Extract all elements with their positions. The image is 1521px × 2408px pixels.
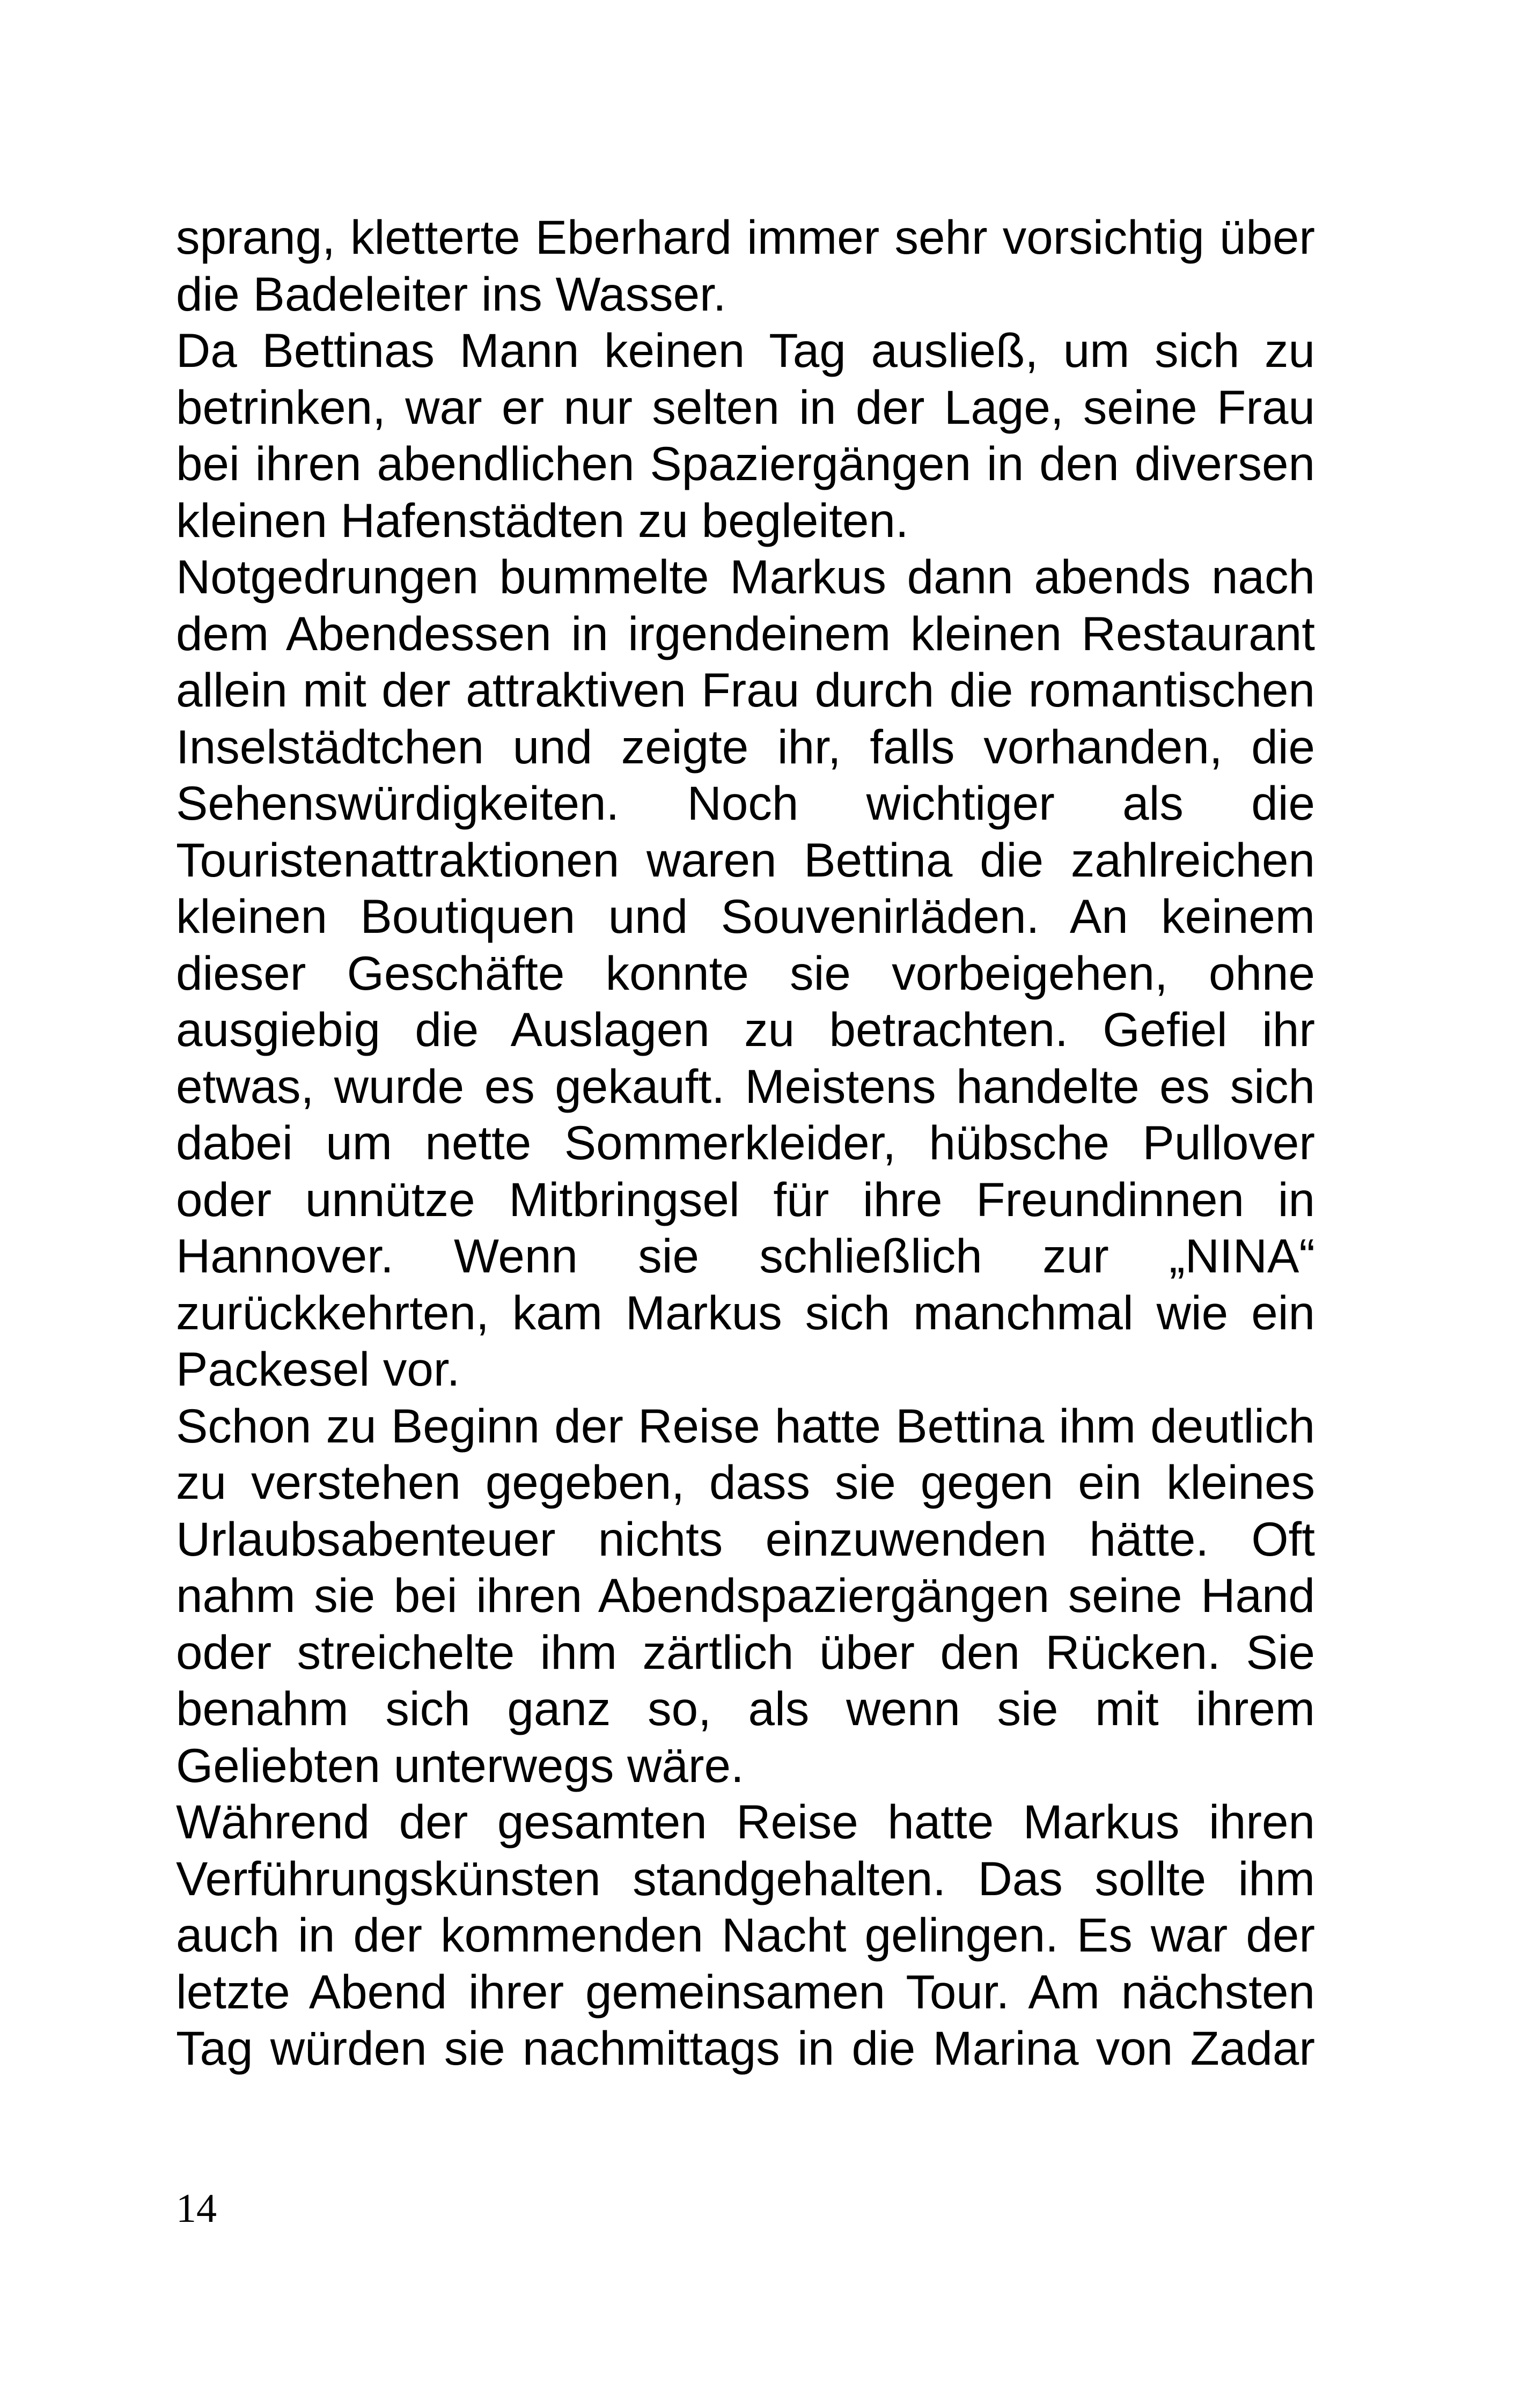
- paragraph-2: Da Bettinas Mann keinen Tag ausließ, um sich zu betrinken, war er nur selten in der Lage, seine Frau bei ihren abendlichen Spaziergängen in den diversen kleinen Hafenstädten zu begleiten.: [176, 323, 1315, 547]
- paragraph-5: Während der gesamten Reise hatte Markus ihren Verführungskünsten standgehalten. Das sollte ihm auch in der kommenden Nacht gelingen. Es war der letzte Abend ihrer gemeinsamen Tour. Am nächsten Tag würden sie nachmittags in die Marina von Zadar: [176, 1795, 1315, 2075]
- page-number: 14: [176, 2186, 217, 2231]
- body-text: [176, 209, 1315, 2077]
- paragraph-1: sprang, kletterte Eberhard immer sehr vorsichtig über die Badeleiter ins Wasser.: [176, 210, 1315, 321]
- paragraph-4: Schon zu Beginn der Reise hatte Bettina ihm deutlich zu verstehen gegeben, dass sie gegen ein kleines Urlaubsabenteuer nichts einzuwenden hätte. Oft nahm sie bei ihren Abendspaziergängen seine Hand oder streichelte ihm zärtlich über den Rücken. Sie benahm sich ganz so, als wenn sie mit ihrem Geliebten unterwegs wäre.: [176, 1398, 1315, 1792]
- paragraph-3: Notgedrungen bummelte Markus dann abends nach dem Abendessen in irgendeinem kleinen Restaurant allein mit der attraktiven Frau durch die romantischen Inselstädtchen und zeigte ihr, falls vorhanden, die Sehenswürdigkeiten. Noch wichtiger als die Touristenattraktionen waren Bettina die zahlreichen kleinen Boutiquen und Souvenirläden. An keinem dieser Geschäfte konnte sie vorbeigehen, ohne ausgiebig die Auslagen zu betrachten. Gefiel ihr etwas, wurde es gekauft. Meistens handelte es sich dabei um nette Sommerkleider, hübsche Pullover oder unnütze Mitbringsel für ihre Freundinnen in Hannover. Wenn sie schließlich zur „NINA“ zurückkehrten, kam Markus sich manchmal wie ein Packesel vor.: [176, 550, 1315, 1396]
